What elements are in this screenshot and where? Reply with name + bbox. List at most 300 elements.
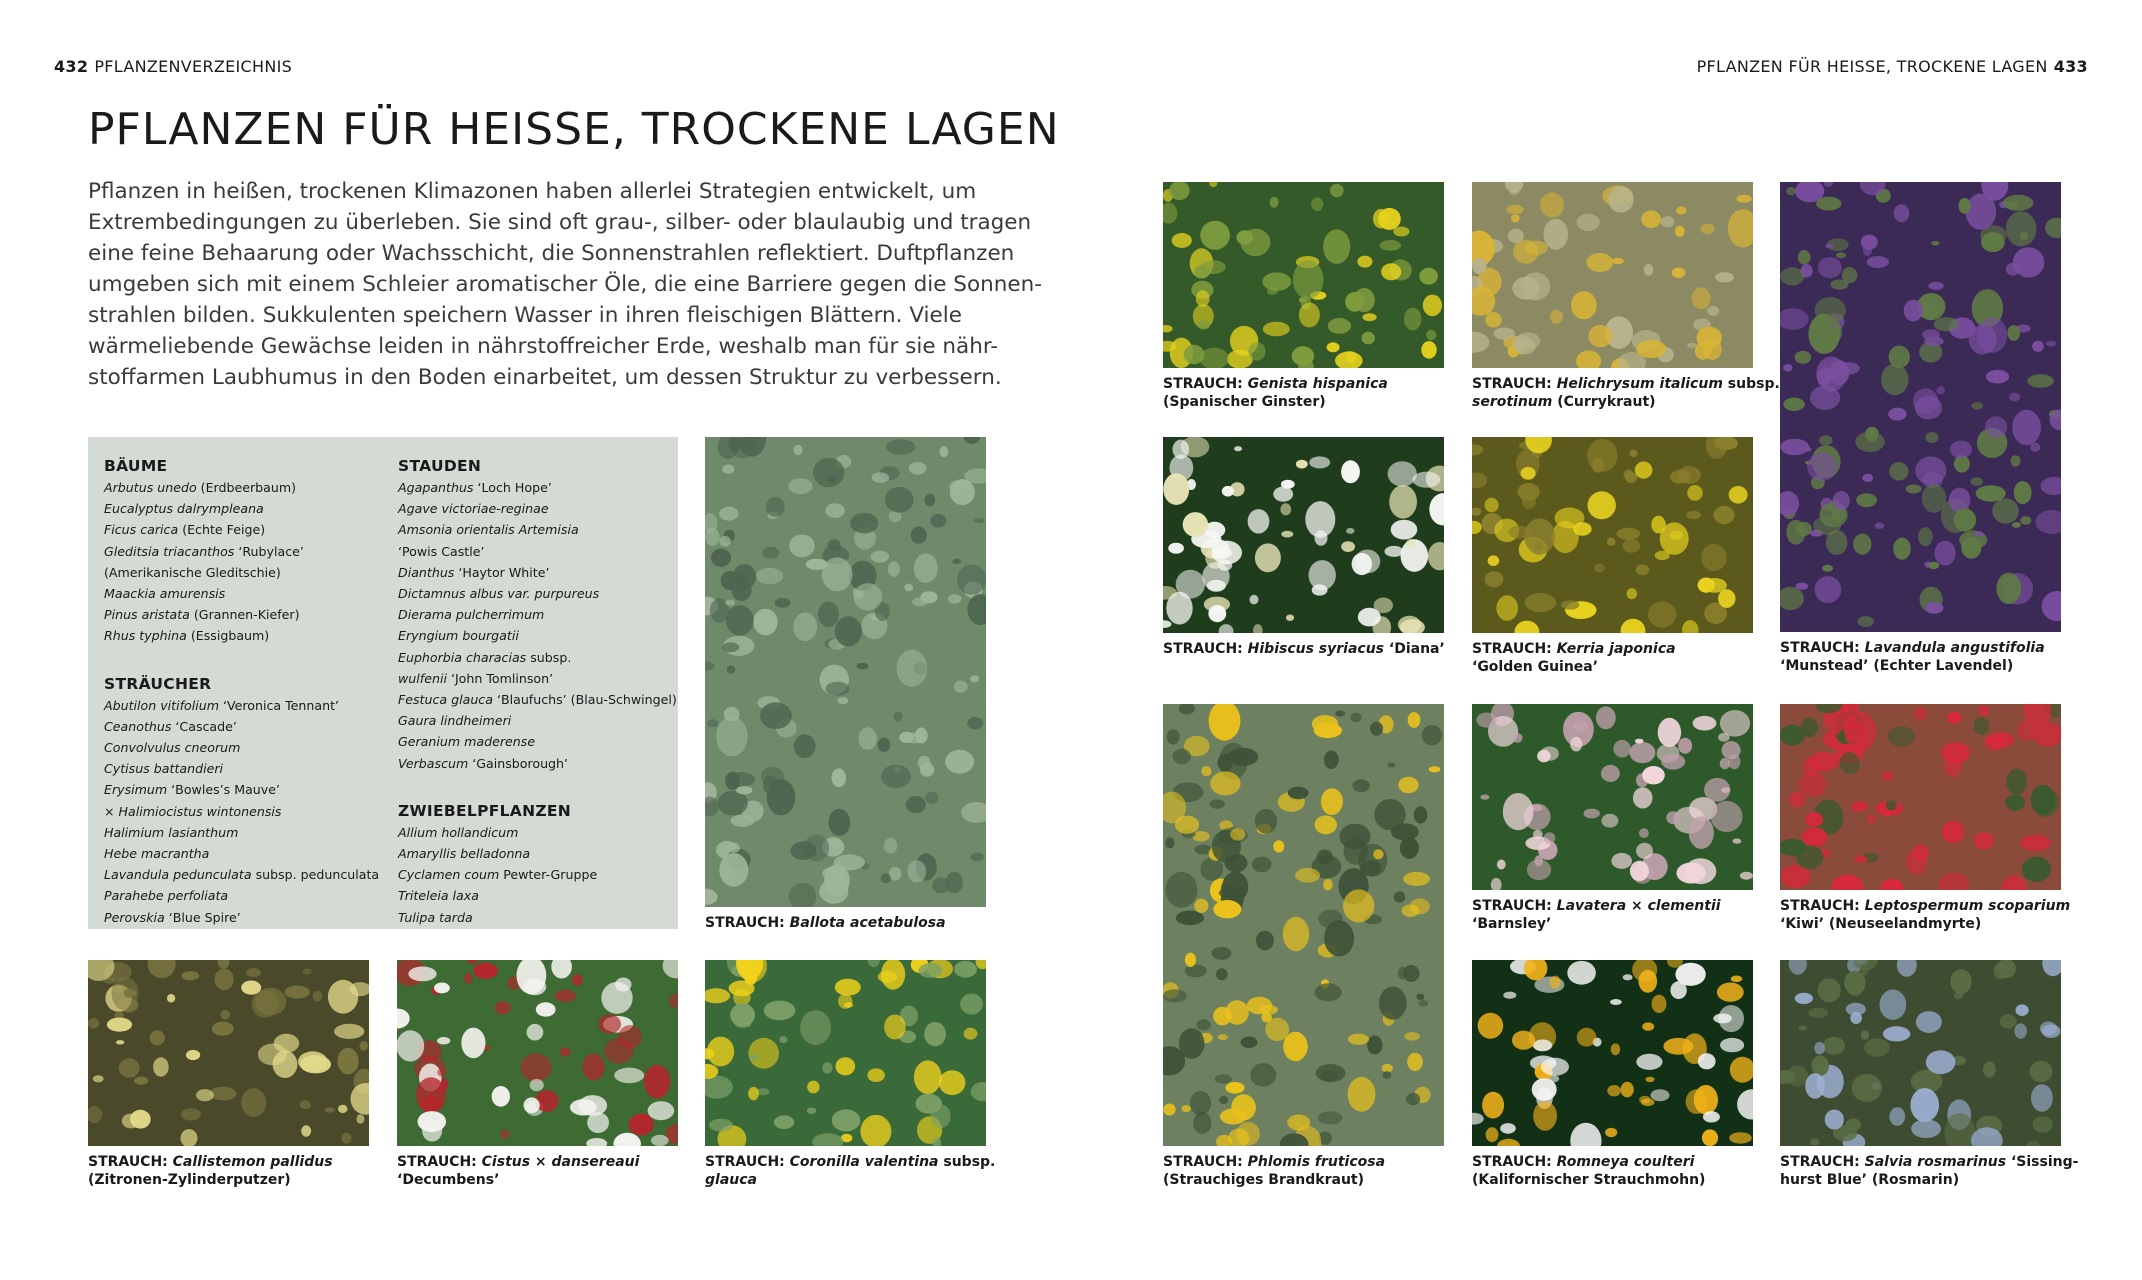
photo-texture-blob	[1889, 1107, 1905, 1126]
photo-texture-blob	[835, 979, 861, 996]
photo-texture-blob	[1935, 541, 1956, 566]
photo-texture-blob	[356, 1114, 364, 1123]
photo-texture-blob	[1986, 370, 2009, 384]
photo-texture-blob	[1623, 974, 1633, 980]
photo-texture-blob	[1287, 1115, 1310, 1131]
plant-latin-name: Eryngium bourgatii	[398, 628, 519, 644]
photo-texture-blob	[1856, 493, 1877, 507]
photo-texture-blob	[1403, 872, 1430, 886]
photo-texture-blob	[644, 1065, 670, 1099]
photo-texture-blob	[1996, 573, 2021, 604]
plant-list-item	[398, 477, 677, 498]
photo-texture-blob	[878, 738, 891, 752]
photo-texture-blob	[618, 1025, 642, 1049]
photo-texture-blob	[1185, 953, 1196, 967]
photo-texture-blob	[954, 681, 968, 693]
plant-list-item	[104, 758, 379, 779]
caption-line	[1163, 1153, 1385, 1171]
photo-texture-blob	[1889, 462, 1908, 481]
photo-texture-blob	[1414, 806, 1428, 823]
photo-texture-blob	[1389, 485, 1417, 519]
photo-texture-blob	[1179, 704, 1195, 715]
photo-texture-blob	[906, 796, 926, 813]
photo-texture-blob	[1550, 976, 1561, 989]
photo-texture-blob	[1722, 741, 1741, 759]
photo-texture-blob	[971, 1082, 986, 1101]
photo-texture-blob	[1918, 527, 1933, 546]
caption-line	[1472, 1171, 1705, 1189]
photo-texture-blob	[1883, 1026, 1910, 1041]
photo-texture-blob	[1729, 486, 1748, 504]
photo-texture-blob	[1805, 812, 1823, 827]
photo-texture-blob	[1672, 268, 1686, 278]
photo-texture-blob	[1830, 279, 1848, 289]
photo-texture-blob	[1832, 874, 1863, 890]
caption-line	[88, 1171, 333, 1189]
caption-prefix: STRAUCH:	[88, 1154, 173, 1170]
photo-texture-blob	[844, 1002, 853, 1008]
plant-note: ‘Blue Spire’	[164, 909, 241, 925]
photo-texture-blob	[789, 883, 817, 907]
photo-texture-blob	[1485, 498, 1499, 513]
caption-latin-name: Kerria japonica	[1556, 641, 1676, 657]
caption-prefix: STRAUCH:	[1780, 1154, 1865, 1170]
caption-line	[397, 1153, 639, 1171]
photo-texture-blob	[925, 792, 939, 804]
photo-texture-blob	[1422, 725, 1442, 745]
photo-texture-blob	[725, 600, 735, 606]
photo-texture-blob	[1561, 600, 1579, 609]
caption-common-name: (Kalifornischer Strauchmohn)	[1472, 1172, 1706, 1188]
photo-texture-blob	[582, 1054, 604, 1081]
photo-texture-blob	[1931, 241, 1939, 246]
photo-texture-blob	[1163, 989, 1187, 1002]
photo-texture-blob	[212, 1022, 234, 1036]
photo-texture-blob	[711, 549, 731, 567]
photo-texture-blob	[829, 839, 840, 848]
plant-latin-name: Agapanthus	[398, 480, 474, 495]
photo-texture-blob	[973, 518, 984, 524]
photo-illustration	[1780, 182, 2061, 632]
photo-texture-blob	[822, 867, 846, 880]
photo-texture-blob	[1836, 252, 1846, 258]
caption-prefix: STRAUCH:	[705, 1154, 790, 1170]
photo-texture-blob	[1522, 493, 1536, 509]
photo-texture-blob	[1607, 1085, 1621, 1096]
photo-cistus	[397, 960, 678, 1146]
photo-texture-blob	[1913, 388, 1938, 413]
plant-list-item	[398, 689, 677, 710]
photo-texture-blob	[397, 1009, 410, 1029]
plant-list-item	[398, 604, 677, 625]
plant-note: (Echte Feige)	[178, 522, 266, 538]
photo-texture-blob	[856, 663, 868, 670]
photo-texture-blob	[1163, 473, 1189, 505]
photo-texture-blob	[1780, 439, 1809, 456]
photo-texture-blob	[1823, 1037, 1845, 1055]
photo-coronilla	[705, 960, 986, 1146]
photo-texture-blob	[1992, 498, 2019, 523]
photo-texture-blob	[1163, 325, 1173, 332]
photo-texture-blob	[1299, 297, 1308, 302]
plant-note: subsp. pedunculata	[251, 867, 380, 883]
photo-texture-blob	[167, 994, 175, 1003]
photo-texture-blob	[1639, 828, 1649, 838]
photo-texture-blob	[150, 1030, 165, 1045]
plant-list-item	[104, 541, 379, 562]
photo-texture-blob	[1166, 872, 1198, 908]
photo-texture-blob	[1391, 823, 1419, 840]
photo-texture-blob	[1974, 717, 1989, 736]
photo-texture-blob	[1577, 214, 1600, 231]
photo-texture-blob	[930, 514, 946, 528]
photo-texture-blob	[807, 1081, 819, 1094]
photo-texture-blob	[1707, 306, 1719, 316]
photo-texture-blob	[1737, 1089, 1753, 1119]
photo-illustration	[397, 960, 678, 1146]
plant-list-right-column	[398, 447, 677, 928]
photo-texture-blob	[884, 838, 898, 854]
caption-line	[705, 1171, 995, 1189]
photo-texture-blob	[1345, 351, 1356, 363]
photo-texture-blob	[837, 697, 848, 704]
photo-texture-blob	[1642, 1022, 1654, 1030]
photo-texture-blob	[716, 716, 747, 756]
photo-texture-blob	[1928, 562, 1939, 569]
photo-texture-blob	[587, 1112, 609, 1133]
plant-list-item	[398, 583, 677, 604]
photo-texture-blob	[2014, 1023, 2027, 1038]
photo-texture-blob	[1328, 318, 1351, 334]
photo-texture-blob	[122, 1114, 140, 1129]
photo-texture-blob	[1733, 838, 1742, 843]
photo-texture-blob	[1209, 182, 1217, 187]
photo-texture-blob	[1343, 889, 1374, 922]
photo-texture-blob	[1194, 899, 1208, 913]
photo-texture-blob	[836, 1057, 856, 1075]
photo-texture-blob	[867, 1068, 884, 1082]
photo-texture-blob	[1815, 576, 1842, 603]
caption-line	[1780, 1153, 2078, 1171]
photo-texture-blob	[1910, 1088, 1939, 1122]
photo-texture-blob	[555, 990, 576, 1002]
photo-texture-blob	[789, 535, 815, 558]
plant-note: ‘Gainsborough’	[468, 755, 569, 771]
photo-texture-blob	[1573, 721, 1588, 732]
photo-texture-blob	[970, 675, 979, 682]
photo-texture-blob	[651, 1135, 669, 1146]
photo-texture-blob	[1216, 968, 1228, 980]
plant-list-item	[104, 498, 379, 519]
caption-line	[1163, 375, 1388, 393]
plant-latin-name: Arbutus unedo	[104, 480, 197, 495]
photo-texture-blob	[2000, 1014, 2017, 1029]
photo-texture-blob	[1670, 531, 1683, 540]
photo-texture-blob	[939, 446, 948, 457]
photo-texture-blob	[1888, 408, 1906, 421]
plant-list-item	[398, 753, 677, 774]
photo-texture-blob	[1811, 1055, 1829, 1076]
plant-list-item	[104, 583, 379, 604]
photo-texture-blob	[1987, 732, 2014, 748]
intro-line: umgeben sich mit einem Schleier aromatischer Öle, die eine Barriere gegen die Sonnen-	[88, 272, 1042, 297]
photo-texture-blob	[1222, 486, 1234, 497]
photo-texture-blob	[1853, 534, 1871, 555]
photo-caption	[1472, 1153, 1705, 1189]
photo-texture-blob	[705, 661, 715, 671]
photo-texture-blob	[2030, 443, 2040, 452]
photo-texture-blob	[1862, 474, 1873, 482]
photo-texture-blob	[285, 986, 310, 999]
photo-texture-blob	[586, 1138, 607, 1146]
photo-texture-blob	[1252, 857, 1272, 873]
caption-prefix: STRAUCH:	[1472, 376, 1557, 392]
photo-texture-blob	[1363, 313, 1377, 321]
photo-texture-blob	[1175, 816, 1199, 834]
photo-helichrysum	[1472, 182, 1753, 368]
plant-latin-name: Gaura lindheimeri	[398, 713, 512, 729]
photo-texture-blob	[1256, 931, 1274, 951]
photo-texture-blob	[2014, 481, 2032, 504]
photo-texture-blob	[1861, 235, 1878, 250]
photo-texture-blob	[822, 1062, 832, 1073]
photo-texture-blob	[1704, 778, 1730, 802]
photo-texture-blob	[1513, 240, 1538, 264]
photo-texture-blob	[1850, 1012, 1862, 1024]
photo-texture-blob	[1849, 987, 1862, 996]
plant-latin-name: Maackia amurensis	[104, 586, 226, 602]
photo-genista	[1163, 182, 1444, 368]
photo-texture-blob	[1936, 386, 1945, 394]
photo-texture-blob	[301, 1125, 311, 1136]
photo-texture-blob	[1350, 713, 1361, 722]
photo-texture-blob	[1605, 1128, 1617, 1137]
photo-texture-blob	[1182, 1105, 1191, 1112]
plant-note: ‘Veronica Tennant’	[219, 697, 340, 713]
caption-common-name: (Strauchiges Brandkraut)	[1163, 1172, 1365, 1188]
photo-hibiscus	[1163, 437, 1444, 633]
photo-texture-blob	[1706, 437, 1728, 459]
intro-line: Extrembedingungen zu überleben. Sie sind oft grau-, silber- oder blaulaubig und tragen	[88, 210, 1032, 235]
photo-texture-blob	[705, 797, 719, 816]
photo-caption	[705, 1153, 995, 1189]
photo-texture-blob	[1954, 509, 1977, 532]
caption-latin-name: Salvia rosmarinus	[1864, 1154, 2007, 1170]
photo-texture-blob	[1648, 601, 1677, 627]
photo-texture-blob	[1382, 1071, 1391, 1079]
photo-texture-blob	[766, 497, 785, 517]
photo-texture-blob	[1824, 182, 1834, 187]
caption-prefix: STRAUCH:	[397, 1154, 482, 1170]
photo-texture-blob	[1867, 814, 1876, 824]
photo-texture-blob	[1922, 484, 1947, 513]
photo-illustration	[1472, 704, 1753, 890]
photo-texture-blob	[1404, 308, 1422, 331]
photo-texture-blob	[1636, 564, 1650, 575]
photo-texture-blob	[1807, 453, 1837, 482]
plant-latin-name: Ficus carica	[104, 522, 179, 538]
list-heading: STRÄUCHER	[104, 674, 212, 693]
photo-texture-blob	[196, 1089, 214, 1101]
photo-texture-blob	[911, 526, 927, 543]
photo-texture-blob	[807, 1108, 816, 1114]
photo-texture-blob	[825, 682, 849, 696]
plant-list-item	[104, 477, 379, 498]
plant-note: ‘Bowles’s Mauve’	[167, 782, 280, 798]
photo-texture-blob	[1822, 565, 1833, 572]
plant-latin-name: Cyclamen coum	[398, 867, 500, 883]
photo-texture-blob	[1323, 229, 1350, 264]
photo-texture-blob	[1273, 487, 1293, 502]
photo-texture-blob	[1893, 538, 1911, 560]
photo-texture-blob	[859, 727, 877, 750]
caption-latin-name: Coronilla valentina	[789, 1154, 939, 1170]
plant-latin-name: Dictamnus albus var. purpureus	[398, 586, 600, 602]
photo-texture-blob	[124, 989, 137, 998]
photo-texture-blob	[572, 974, 583, 986]
plant-list-item	[104, 695, 379, 716]
photo-texture-blob	[1218, 1034, 1228, 1040]
photo-texture-blob	[2022, 857, 2051, 882]
plant-latin-name: Festuca glauca	[398, 692, 493, 708]
photo-illustration	[1780, 704, 2061, 890]
photo-texture-blob	[1819, 318, 1842, 346]
photo-caption	[1163, 640, 1445, 658]
plant-latin-name: Amsonia orientalis Artemisia	[398, 522, 579, 538]
photo-texture-blob	[422, 1119, 442, 1141]
photo-texture-blob	[241, 1088, 266, 1117]
photo-texture-blob	[1567, 961, 1596, 985]
photo-texture-blob	[258, 1044, 287, 1066]
photo-texture-blob	[1577, 1028, 1597, 1047]
caption-line	[1472, 640, 1676, 658]
photo-texture-blob	[1225, 1000, 1249, 1024]
photo-texture-blob	[1810, 1138, 1819, 1145]
photo-texture-blob	[2046, 341, 2057, 347]
photo-texture-blob	[186, 1050, 200, 1060]
photo-texture-blob	[919, 963, 943, 978]
photo-texture-blob	[1408, 712, 1421, 728]
photo-callistemon	[88, 960, 369, 1146]
photo-texture-blob	[1262, 272, 1291, 290]
photo-texture-blob	[1693, 716, 1717, 731]
photo-texture-blob	[1796, 845, 1823, 869]
photo-texture-blob	[1623, 539, 1640, 552]
photo-texture-blob	[1573, 522, 1592, 535]
photo-texture-blob	[1236, 230, 1253, 245]
photo-texture-blob	[1607, 538, 1616, 546]
photo-texture-blob	[1715, 272, 1734, 282]
photo-texture-blob	[1938, 873, 1969, 891]
caption-line	[1472, 1153, 1705, 1171]
photo-texture-blob	[1515, 332, 1540, 350]
photo-texture-blob	[1941, 742, 1970, 763]
photo-texture-blob	[1491, 878, 1502, 890]
photo-texture-blob	[360, 1041, 368, 1051]
photo-texture-blob	[790, 842, 816, 860]
caption-cultivar: subsp.	[1722, 376, 1780, 392]
photo-texture-blob	[1588, 491, 1616, 519]
photo-texture-blob	[1292, 346, 1314, 365]
photo-texture-blob	[1540, 746, 1559, 760]
photo-illustration	[1163, 704, 1444, 1146]
photo-texture-blob	[1494, 328, 1515, 340]
photo-texture-blob	[1544, 832, 1556, 844]
photo-texture-blob	[1312, 715, 1339, 732]
photo-texture-blob	[945, 750, 974, 774]
photo-texture-blob	[1309, 560, 1336, 590]
page-title: PFLANZEN FÜR HEISSE, TROCKENE LAGEN	[88, 104, 1060, 155]
photo-texture-blob	[1608, 186, 1634, 212]
photo-texture-blob	[1676, 206, 1686, 214]
photo-texture-blob	[1888, 726, 1915, 747]
caption-common-name: hurst Blue’ (Rosmarin)	[1780, 1172, 1960, 1188]
photo-caption	[1472, 375, 1780, 411]
photo-texture-blob	[1613, 740, 1630, 758]
photo-texture-blob	[1808, 1008, 1828, 1018]
photo-texture-blob	[153, 1057, 169, 1076]
plant-latin-name: Agave victoriae-reginae	[398, 501, 549, 517]
caption-line	[1780, 915, 2070, 933]
photo-texture-blob	[1720, 1038, 1744, 1052]
caption-line	[1163, 1171, 1385, 1189]
caption-line	[1780, 897, 2070, 915]
photo-texture-blob	[2010, 455, 2020, 466]
photo-texture-blob	[1630, 861, 1649, 881]
photo-texture-blob	[1263, 322, 1290, 337]
photo-texture-blob	[1208, 605, 1226, 622]
photo-texture-blob	[2020, 835, 2051, 851]
caption-common-name: (Currykraut)	[1552, 394, 1656, 410]
photo-texture-blob	[915, 728, 928, 744]
photo-texture-blob	[1915, 456, 1946, 484]
photo-illustration	[1780, 960, 2061, 1146]
photo-texture-blob	[832, 1109, 861, 1131]
photo-texture-blob	[793, 445, 802, 455]
photo-texture-blob	[1210, 772, 1240, 796]
photo-texture-blob	[953, 559, 962, 564]
photo-kerria	[1472, 437, 1753, 633]
photo-texture-blob	[1358, 608, 1381, 627]
photo-texture-blob	[2027, 374, 2054, 388]
caption-line	[1472, 915, 1721, 933]
photo-texture-blob	[1720, 710, 1750, 737]
photo-texture-blob	[527, 1024, 544, 1041]
photo-texture-blob	[536, 1002, 556, 1016]
photo-texture-blob	[1780, 267, 1804, 285]
caption-latin-name: Ballota acetabulosa	[789, 915, 946, 931]
photo-texture-blob	[1740, 872, 1753, 880]
photo-texture-blob	[1423, 295, 1442, 317]
photo-texture-blob	[924, 494, 935, 507]
caption-common-name: ‘Kiwi’ (Neuseelandmyrte)	[1780, 916, 1982, 932]
photo-texture-blob	[1713, 1014, 1732, 1024]
photo-texture-blob	[1814, 1042, 1825, 1055]
photo-texture-blob	[1798, 250, 1811, 265]
photo-texture-blob	[2032, 341, 2044, 352]
photo-texture-blob	[1398, 616, 1421, 633]
photo-texture-blob	[886, 439, 915, 455]
photo-texture-blob	[1379, 987, 1407, 1020]
photo-texture-blob	[1670, 470, 1690, 484]
photo-caption	[397, 1153, 639, 1189]
photo-texture-blob	[1959, 198, 1971, 214]
photo-texture-blob	[1283, 917, 1310, 951]
caption-common-name: (Spanischer Ginster)	[1163, 394, 1326, 410]
plant-list-item	[104, 843, 379, 864]
photo-texture-blob	[1616, 528, 1640, 540]
photo-texture-blob	[1511, 214, 1520, 222]
